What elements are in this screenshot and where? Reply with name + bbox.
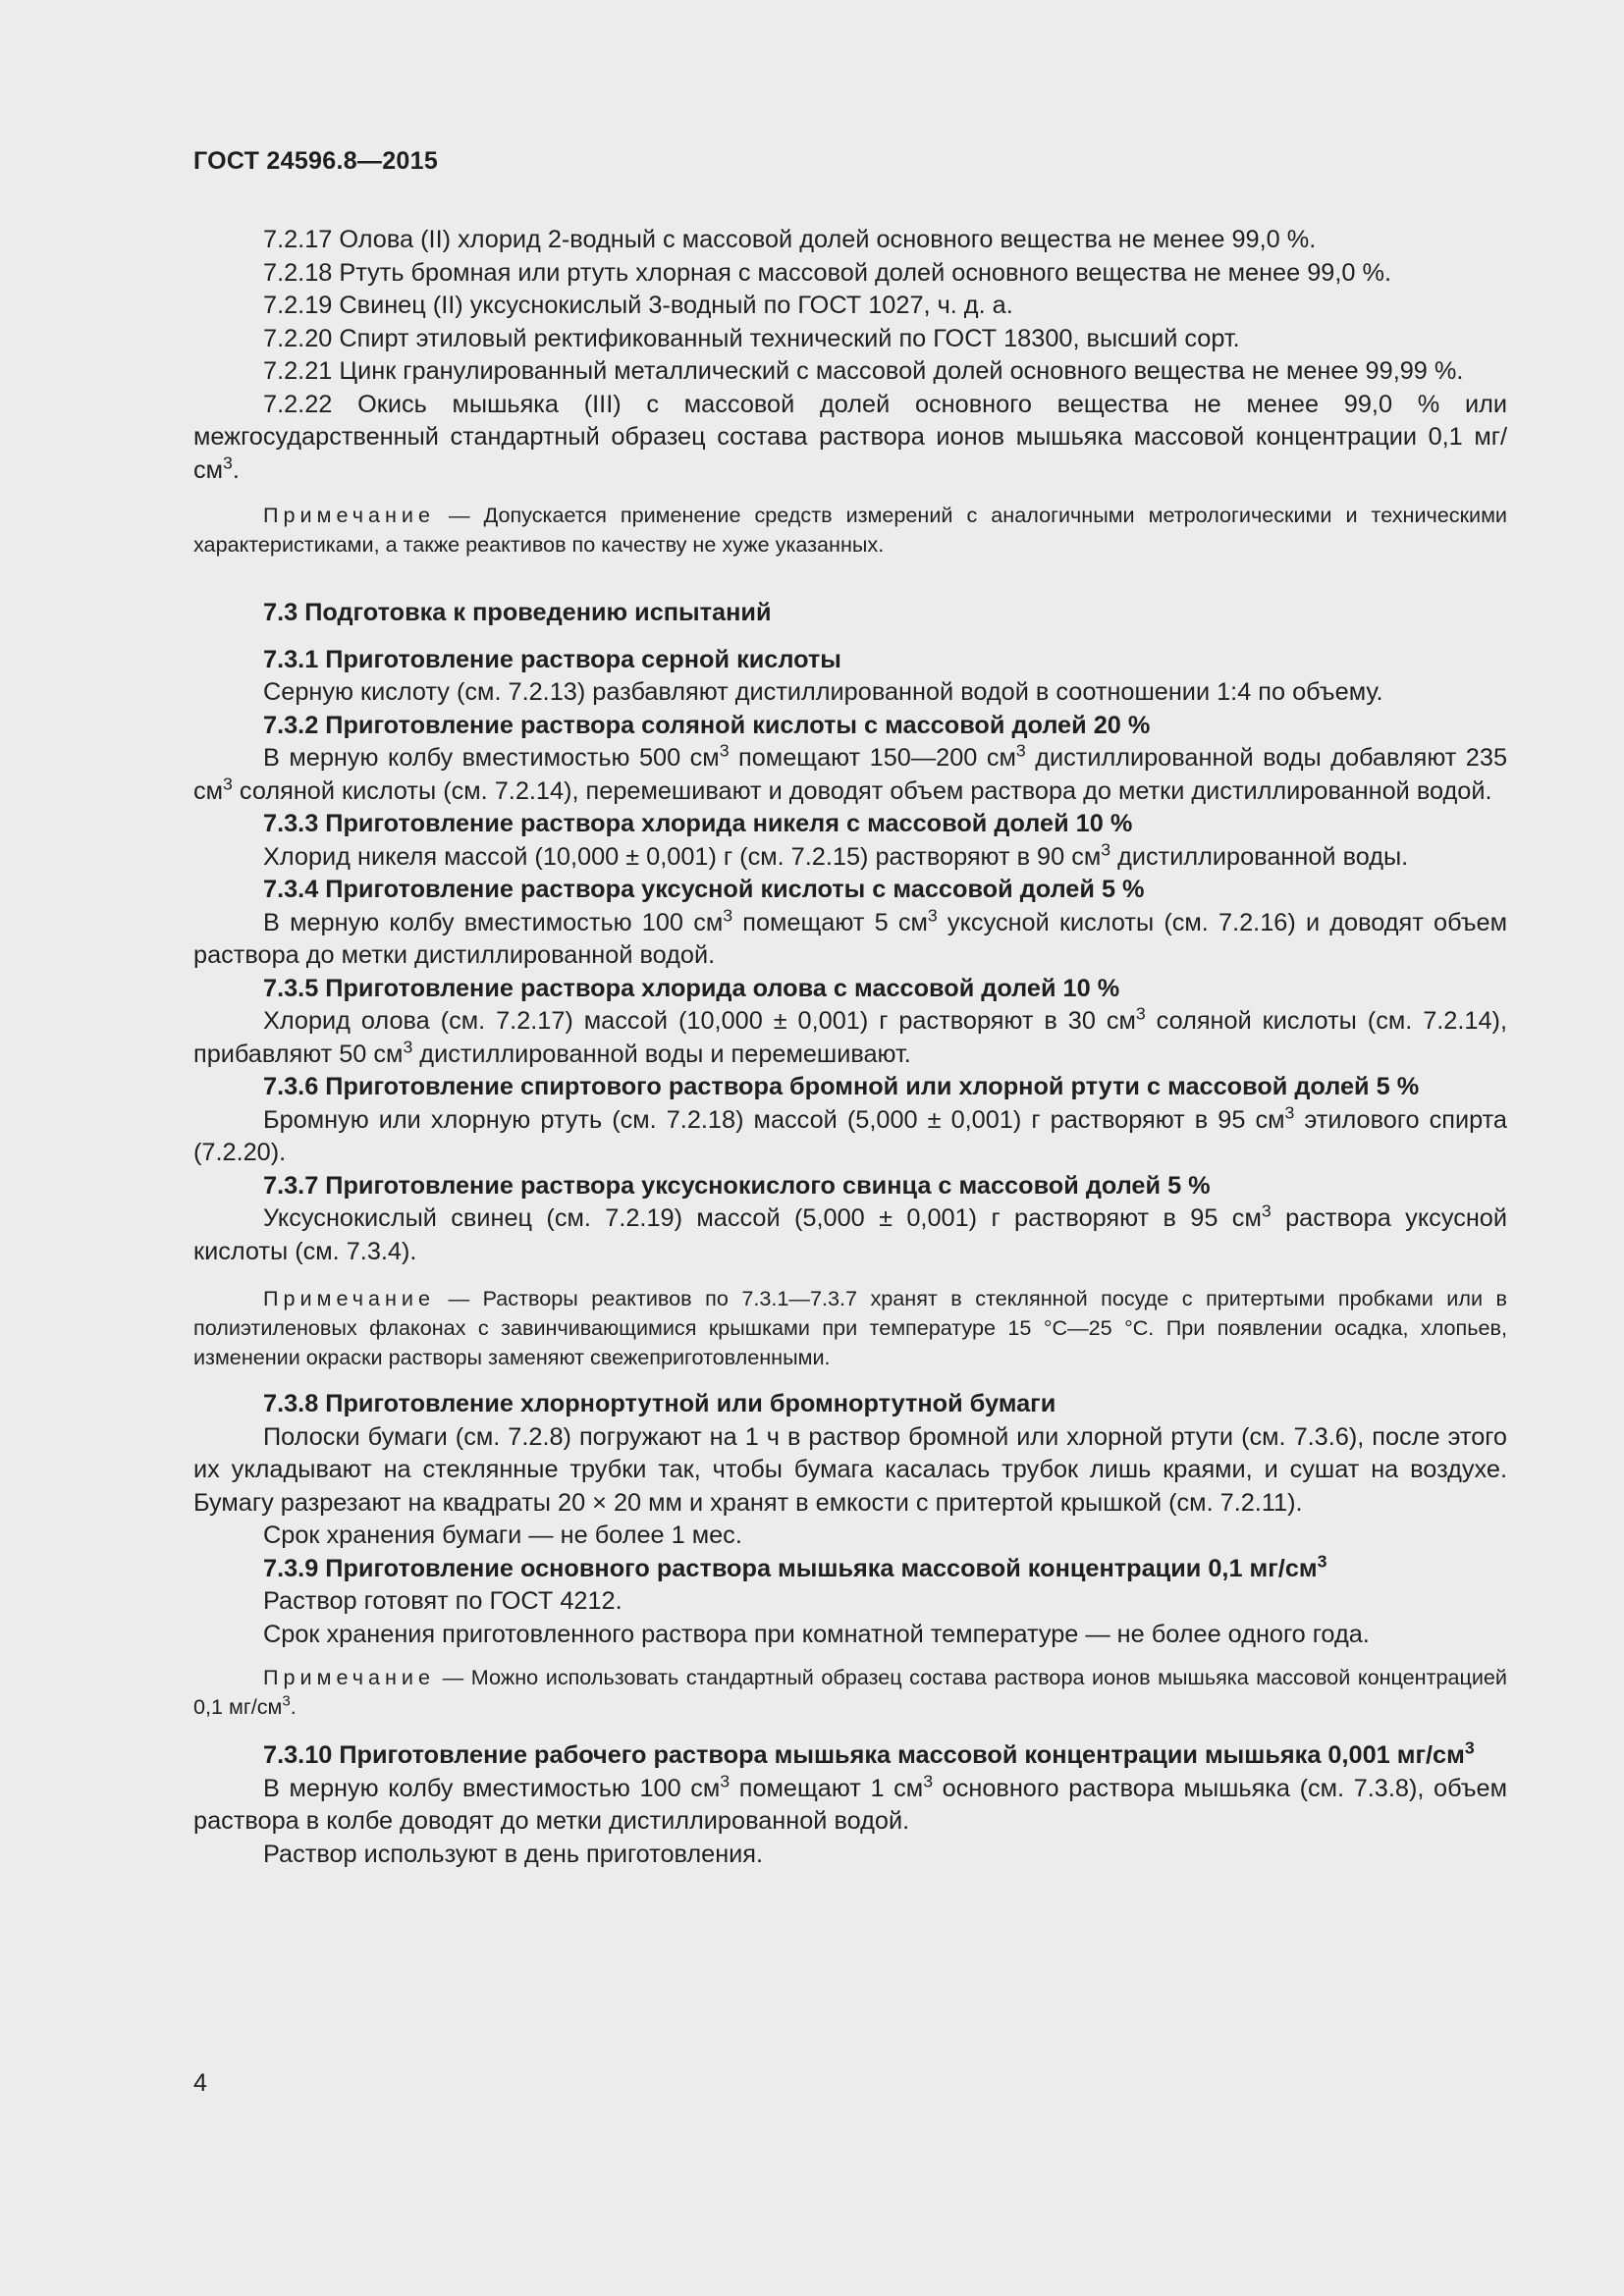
s735-heading: 7.3.5 Приготовление раствора хлорида олова с массовой долей 10 %: [263, 974, 1120, 1002]
s733-text: Хлорид никеля массой (10,000 ± 0,001) г (см. 7.2.15) растворяют в 90 $см^3$ дистиллированной воды.: [263, 838, 1409, 871]
s738-text: Полоски бумаги (см. 7.2.8) погружают на 1 ч в раствор бромной или хлорной ртути (см. 7.3.6), после этого их укладывают на стеклянные трубки так, чтобы бумага касалась трубок лишь краями, и сушат на воздухе. Бумагу разрезают на квадраты 20 × 20 мм и хранят в емкости с притертой крышкой (см. 7.2.11).: [193, 1422, 1507, 1517]
s7310-text: В мерную колбу вместимостью 100 $см^3$ помещают 1 $см^3$ основного раствора мышьяка (см. 7.3.8), объем раствора в колбе доводят до метки дистиллированной водой.: [193, 1770, 1507, 1835]
s7310-text-2: Раствор используют в день приготовления.: [263, 1840, 764, 1868]
s731-heading: 7.3.1 Приготовление раствора серной кислоты: [263, 645, 841, 673]
s733-heading: 7.3.3 Приготовление раствора хлорида никеля с массовой долей 10 %: [263, 810, 1133, 837]
s737-heading: 7.3.7 Приготовление раствора уксуснокислого свинца с массовой долей 5 %: [263, 1171, 1211, 1200]
note-1: Примечание — Допускается применение средств измерений с аналогичными метрологическими и техническими характеристиками, а также реактивов по качеству не хуже указанных.: [193, 503, 1507, 557]
document-body: [193, 224, 1507, 1871]
section-7-3-heading: 7.3 Подготовка к проведению испытаний: [263, 599, 772, 626]
s739-text-2: Срок хранения приготовленного раствора при комнатной температуре — не более одного года.: [263, 1620, 1370, 1648]
item-7-2-21: 7.2.21 Цинк гранулированный металлический с массовой долей основного вещества не менее 99,99 %.: [263, 357, 1464, 385]
item-7-2-20: 7.2.20 Спирт этиловый ректификованный технический по ГОСТ 18300, высший сорт.: [263, 324, 1240, 352]
s739-heading: 7.3.9 Приготовление основного раствора мышьяка массовой концентрации 0,1 $мг/см^3$: [263, 1550, 1327, 1582]
s734-heading: 7.3.4 Приготовление раствора уксусной кислоты с массовой долей 5 %: [263, 876, 1145, 903]
s732-heading: 7.3.2 Приготовление раствора соляной кислоты с массовой долей 20 %: [263, 711, 1151, 739]
s7310-heading: 7.3.10 Приготовление рабочего раствора мышьяка массовой концентрации мышьяка 0,001 $мг/см^3$: [263, 1737, 1475, 1769]
item-7-2-18: 7.2.18 Ртуть бромная или ртуть хлорная с массовой долей основного вещества не менее 99,0 %.: [263, 258, 1392, 287]
note-2: Примечание — Растворы реактивов по 7.3.1—7.3.7 хранят в стеклянной посуде с притертыми пробками или в полиэтиленовых флаконах с завинчивающимися крышками при температуре 15 °С—25 °С. При появлении осадка, хлопьев, изменении окраски растворы заменяют свежеприготовленными.: [193, 1286, 1507, 1369]
s736-heading: 7.3.6 Приготовление спиртового раствора бромной или хлорной ртути с массовой долей 5 %: [263, 1073, 1420, 1100]
s734-text: В мерную колбу вместимостью 100 $см^3$ помещают 5 $см^3$ уксусной кислоты (см. 7.2.16) и доводят объем раствора до метки дистиллированной водой.: [193, 904, 1507, 969]
note-3: Примечание — Можно использовать стандартный образец состава раствора ионов мышьяка массовой концентрацией 0,1 $мг/см^3$.: [193, 1665, 1507, 1719]
s736-text: Бромную или хлорную ртуть (см. 7.2.18) массой (5,000 ± 0,001) г растворяют в 95 $см^3$ этилового спирта (7.2.20).: [193, 1101, 1507, 1166]
s738-storage: Срок хранения бумаги — не более 1 мес.: [263, 1522, 742, 1549]
s739-text-1: Раствор готовят по ГОСТ 4212.: [263, 1587, 623, 1615]
page-number: 4: [193, 2069, 207, 2097]
item-7-2-17: 7.2.17 Олова (II) хлорид 2-водный с массовой долей основного вещества не менее 99,0 %.: [263, 226, 1317, 253]
item-7-2-22: 7.2.22 Окись мышьяка (III) с массовой долей основного вещества не менее 99,0 % или межгосударственный стандартный образец состава раствора ионов мышьяка массовой концентрации 0,1 $мг/см^3$.: [193, 390, 1508, 484]
s732-text: В мерную колбу вместимостью 500 $см^3$ помещают 150—200 $см^3$ дистиллированной воды добавляют 235 $см^3$ соляной кислоты (см. 7.2.14), перемешивают и доводят объем раствора до метки дистиллированной водой.: [193, 740, 1508, 805]
s731-text: Серную кислоту (см. 7.2.13) разбавляют дистиллированной водой в соотношении 1:4 по объему.: [263, 678, 1383, 706]
s737-text: Уксуснокислый свинец (см. 7.2.19) массой (5,000 ± 0,001) г растворяют в 95 $см^3$ раствора уксусной кислоты (см. 7.3.4).: [193, 1201, 1508, 1265]
item-7-2-19: 7.2.19 Свинец (II) уксуснокислый 3-водный по ГОСТ 1027, ч. д. а.: [263, 292, 1013, 319]
document-header: ГОСТ 24596.8—2015: [193, 147, 439, 175]
s738-heading: 7.3.8 Приготовление хлорнортутной или бромнортутной бумаги: [263, 1390, 1056, 1417]
s735-text: Хлорид олова (см. 7.2.17) массой (10,000 ± 0,001) г растворяют в 30 $см^3$ соляной кислоты (см. 7.2.14), прибавляют 50 $см^3$ дистиллированной воды и перемешивают.: [193, 1003, 1507, 1068]
